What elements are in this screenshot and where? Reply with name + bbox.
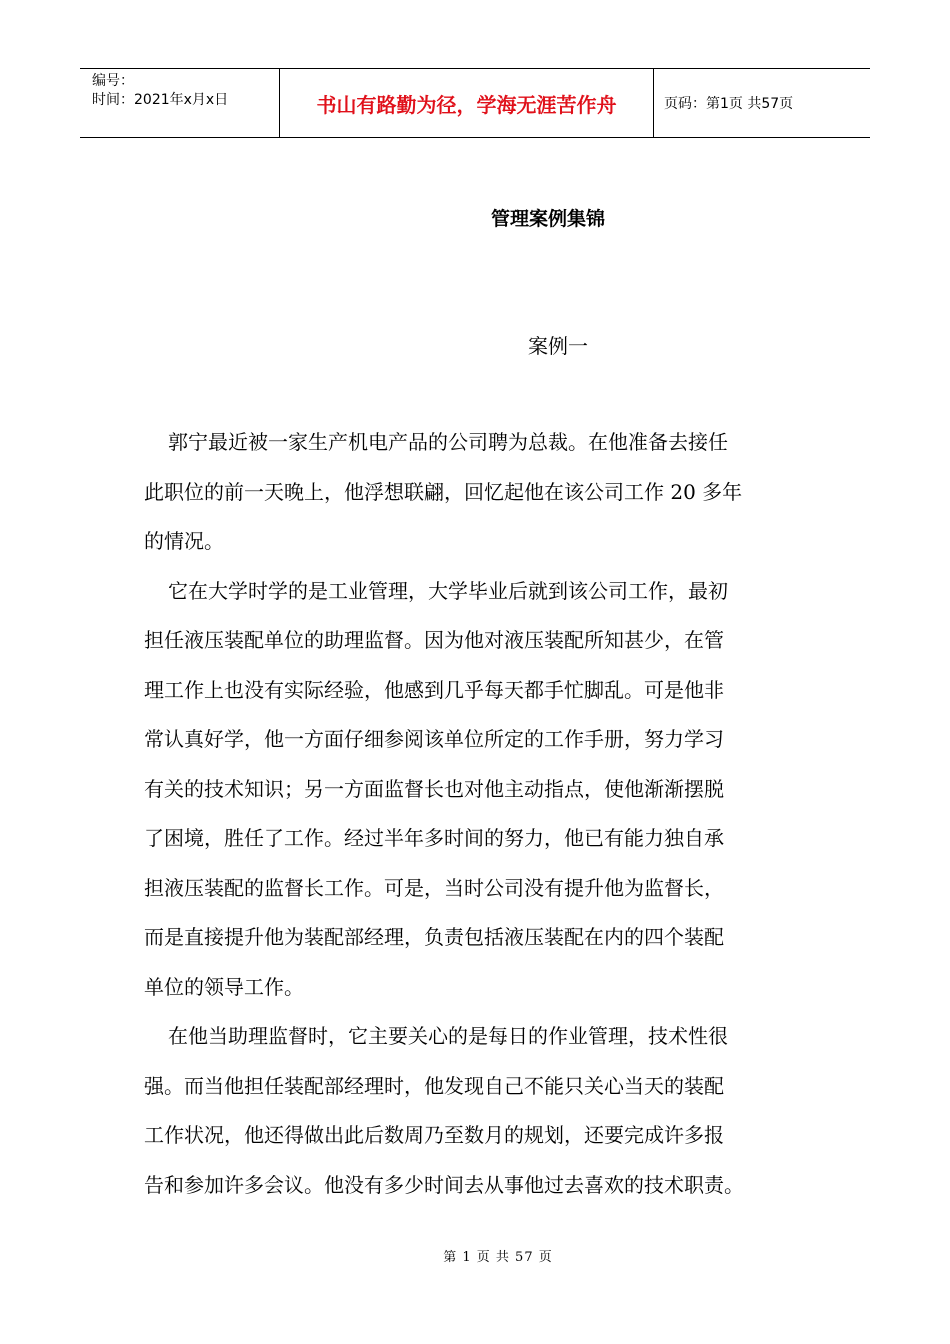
body-line: 的情况。 [144,529,224,553]
page-footer: 第 1 页 共 57 页 [443,1250,553,1265]
body-line: 在他当助理监督时，它主要关心的是每日的作业管理，技术性很 [168,1024,728,1048]
body-line: 常认真好学，他一方面仔细参阅该单位所定的工作手册，努力学习 [144,727,724,751]
document-header [80,68,870,138]
body-line: 担液压装配的监督长工作。可是，当时公司没有提升他为监督长， [144,875,724,900]
header-meta-cell [80,69,280,137]
body-line: 而是直接提升他为装配部经理，负责包括液压装配在内的四个装配 [144,925,724,949]
body-line: 告和参加许多会议。他没有多少时间去从事他过去喜欢的技术职责。 [144,1172,744,1197]
case-title: 案例一 [528,334,588,358]
header-page-info: 页码：第1页 共57页 [664,96,794,112]
body-line: 理工作上也没有实际经验，他感到几乎每天都手忙脚乱。可是他非 [144,677,724,702]
document-title: 管理案例集锦 [490,208,605,230]
header-motto: 书山有路勤为径，学海无涯苦作舟 [280,69,654,137]
body-line: 单位的领导工作。 [144,974,304,999]
body-line: 强。而当他担任装配部经理时，他发现自己不能只关心当天的装配 [144,1073,724,1098]
body-line: 此职位的前一天晚上，他浮想联翩，回忆起他在该公司工作 20 多年 [144,479,743,504]
document-number-label: 编号： [92,73,134,89]
body-line: 它在大学时学的是工业管理，大学毕业后就到该公司工作，最初 [168,578,728,603]
body-line: 郭宁最近被一家生产机电产品的公司聘为总裁。在他准备去接任 [168,430,728,454]
body-line: 工作状况，他还得做出此后数周乃至数月的规划，还要完成许多报 [144,1123,724,1147]
document-body [144,424,810,1216]
document-time-label: 时间：2021年x月x日 [92,92,229,108]
body-line: 担任液压装配单位的助理监督。因为他对液压装配所知甚少，在管 [144,628,724,652]
body-line: 有关的技术知识；另一方面监督长也对他主动指点，使他渐渐摆脱 [144,776,724,801]
body-line: 了困境，胜任了工作。经过半年多时间的努力，他已有能力独自承 [144,826,724,850]
